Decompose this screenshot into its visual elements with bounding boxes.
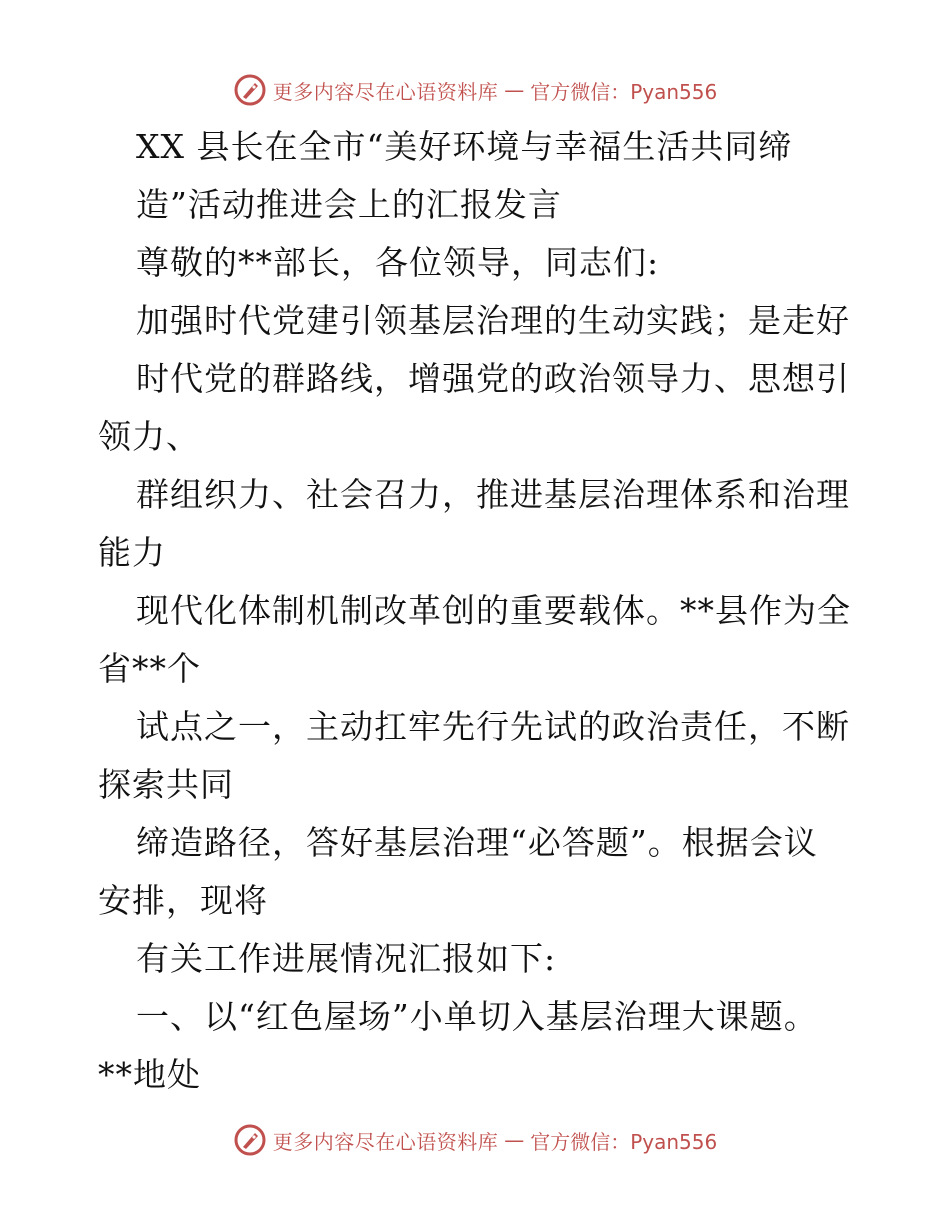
watermark-text: 更多内容尽在心语资料库 (272, 79, 499, 104)
document-title-line-2: 造”活动推进会上的汇报发言 (136, 185, 562, 224)
body-line: 能力 (98, 533, 166, 572)
body-line: 加强时代党建引领基层治理的生动实践；是走好 (136, 301, 850, 340)
body-line: 现代化体制机制改革创的重要载体。**县作为全 (136, 591, 851, 630)
document-title-line-1: XX 县长在全市“美好环境与幸福生活共同缔 (136, 127, 793, 166)
footer-watermark-banner (0, 1120, 950, 1160)
body-line: 有关工作进展情况汇报如下: (136, 939, 557, 978)
body-line: 群组织力、社会召力，推进基层治理体系和治理 (136, 475, 850, 514)
body-line: 省**个 (98, 649, 201, 688)
body-line: 试点之一，主动扛牢先行先试的政治责任，不断 (136, 707, 850, 746)
watermark-contact: 官方微信：Pyan556 (530, 79, 718, 104)
watermark-contact: 官方微信：Pyan556 (530, 1129, 718, 1154)
body-line: 安排，现将 (98, 881, 268, 920)
body-line: 缔造路径，答好基层治理“必答题”。根据会议 (136, 823, 818, 862)
watermark-separator: — (504, 1128, 525, 1152)
body-line: **地处 (98, 1055, 201, 1094)
header-watermark-banner (0, 70, 950, 110)
watermark-separator: — (504, 78, 525, 102)
body-line: 一、以“红色屋场”小单切入基层治理大课题。 (136, 997, 818, 1036)
body-line: 时代党的群路线，增强党的政治领导力、思想引 (136, 359, 850, 398)
pen-nib-logo-icon (233, 1123, 267, 1157)
watermark-text: 更多内容尽在心语资料库 (272, 1129, 499, 1154)
pen-nib-logo-icon (233, 73, 267, 107)
body-line: 探索共同 (98, 765, 234, 804)
salutation: 尊敬的**部长，各位领导，同志们: (136, 243, 660, 282)
body-line: 领力、 (98, 417, 200, 456)
